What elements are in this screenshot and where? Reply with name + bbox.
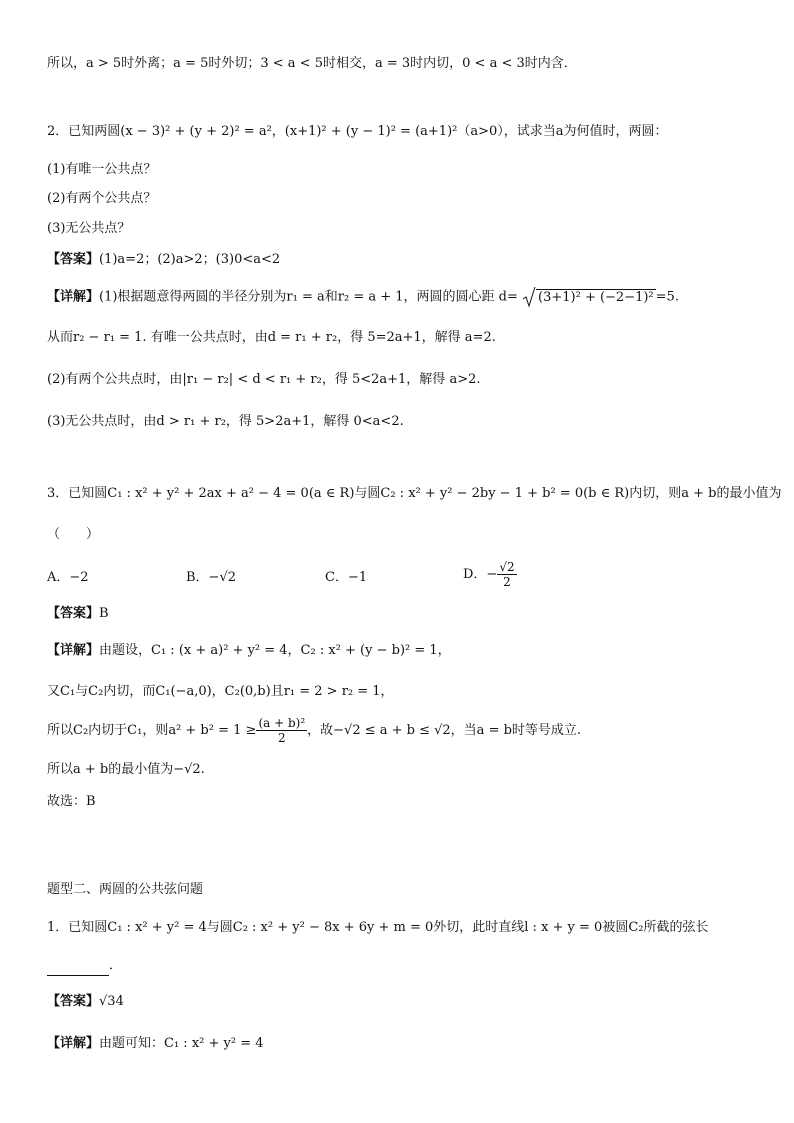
text-line: 所以，a > 5时外离；a = 5时外切；3 < a < 5时相交，a = 3时内切，0 < a < 3时内含． bbox=[47, 56, 577, 71]
detail-line: 从而r₂ − r₁ = 1. 有唯一公共点时，由d = r₁ + r₂，得 5=2a+1，解得 a=2. bbox=[47, 330, 496, 345]
problem-2-part-1: (1)有唯一公共点？ bbox=[47, 162, 157, 177]
answer-line: 【答案】B bbox=[47, 606, 109, 621]
problem-3-bracket: （ ） bbox=[47, 527, 100, 542]
option-b: B．−√2 bbox=[186, 570, 237, 585]
problem-2-stem: 2．已知两圆(x − 3)² + (y + 2)² = a²，(x+1)² + (y − 1)² = (a+1)²（a>0），试求当a为何值时，两圆： bbox=[47, 124, 668, 139]
detail-line: 【详解】由题可知：C₁ : x² + y² = 4 bbox=[47, 1036, 264, 1051]
detail-line: 所以C₂内切于C₁，则a² + b² = 1 ≥ $\frac{\text{(a + b)²}}{2}$ ，故−√2 ≤ a + b ≤ √2，当a = b时等号成立. bbox=[47, 716, 582, 745]
answer-line: 【答案】(1)a=2；(2)a>2；(3)0<a<2 bbox=[47, 252, 281, 267]
detail-line: (2)有两个公共点时，由|r₁ − r₂| < d < r₁ + r₂，得 5<2a+1，解得 a>2. bbox=[47, 372, 481, 387]
fraction: $\frac{\text{(a + b)²}}{2}$ bbox=[258, 716, 306, 745]
detail-line: 故选：B bbox=[47, 794, 96, 809]
option-a: A．−2 bbox=[47, 570, 89, 585]
detail-line: 【详解】(1)根据题意得两圆的半径分别为r₁ = a和r₂ = a + 1，两圆的圆心距 d= (3+1)² + (−2−1)² =5. bbox=[47, 286, 679, 308]
option-d: D．− $\frac{√2}{2}$ bbox=[463, 560, 515, 589]
answer-blank bbox=[47, 961, 109, 976]
option-c: C．−1 bbox=[325, 570, 368, 585]
section-heading: 题型二、两圆的公共弦问题 bbox=[47, 882, 204, 897]
fraction: $\frac{√2}{2}$ bbox=[499, 560, 515, 589]
detail-line: 【详解】由题设，C₁ : (x + a)² + y² = 4，C₂ : x² + (y − b)² = 1， bbox=[47, 643, 451, 658]
problem-2-part-3: (3)无公共点？ bbox=[47, 221, 131, 236]
detail-line: (3)无公共点时，由d > r₁ + r₂，得 5>2a+1，解得 0<a<2. bbox=[47, 414, 404, 429]
problem-3-stem: 3．已知圆C₁ : x² + y² + 2ax + a² − 4 = 0(a ∈ R)与圆C₂ : x² + y² − 2by − 1 + b² = 0(b ∈ R)内切，则a + b的最小值为 bbox=[47, 486, 782, 501]
answer-blank-line: ． bbox=[47, 956, 122, 976]
problem-2-part-2: (2)有两个公共点？ bbox=[47, 191, 157, 206]
sqrt-expression: (3+1)² + (−2−1)² bbox=[522, 286, 656, 308]
detail-line: 所以a + b的最小值为−√2. bbox=[47, 762, 205, 777]
detail-line: 又C₁与C₂内切，而C₁(−a,0)，C₂(0,b)且r₁ = 2 > r₂ = 1， bbox=[47, 684, 394, 699]
answer-line: 【答案】√34 bbox=[47, 994, 124, 1009]
problem-stem: 1．已知圆C₁ : x² + y² = 4与圆C₂ : x² + y² − 8x + 6y + m = 0外切，此时直线l : x + y = 0被圆C₂所截的弦长 bbox=[47, 920, 709, 935]
